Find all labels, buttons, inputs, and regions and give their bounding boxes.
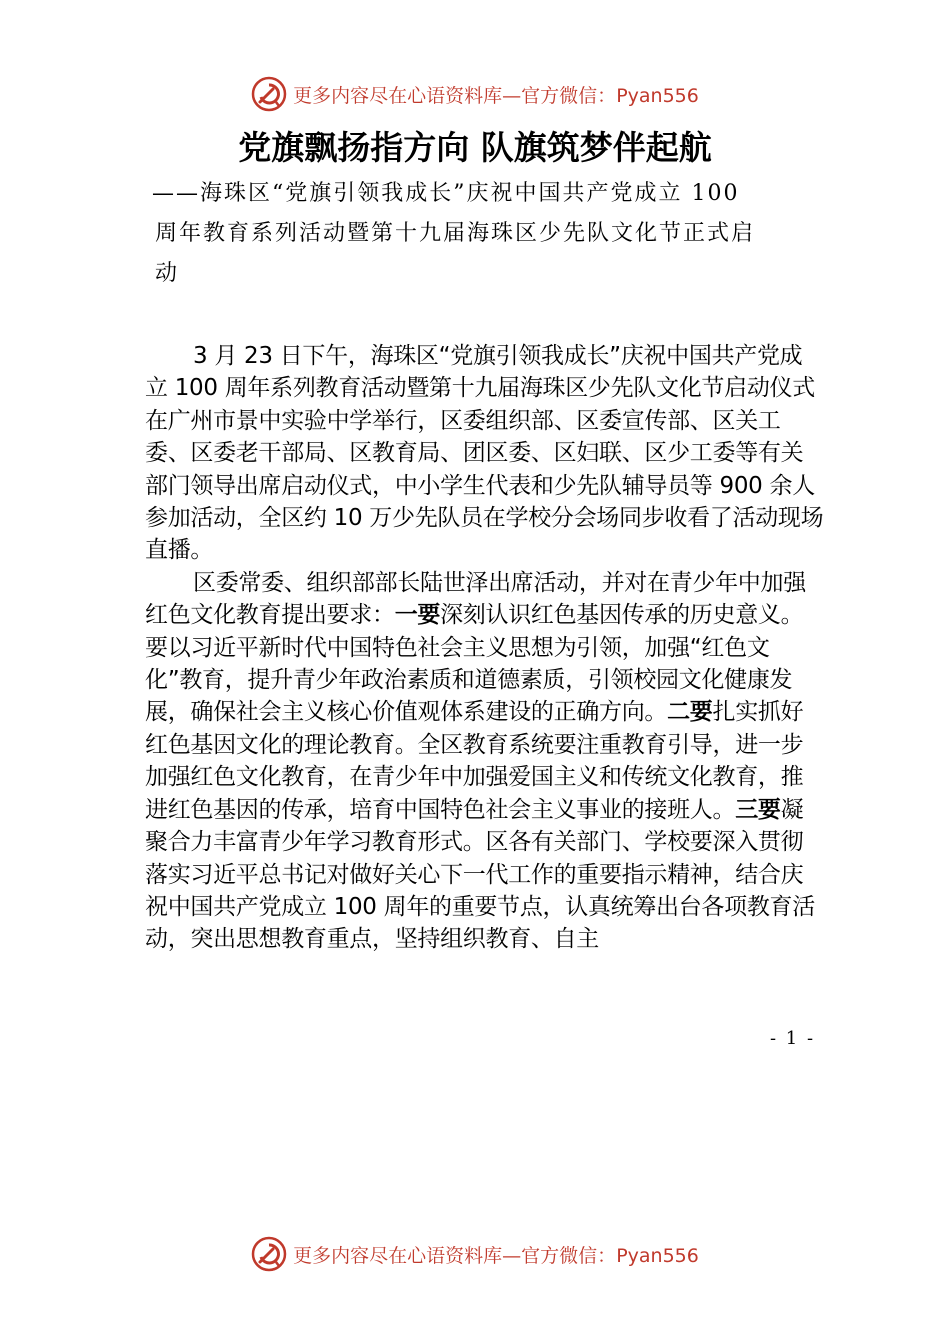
key-point-1-text: 深刻认识红色基因传承的历史意义。要以习近平新时代中国特色社会主义思想为引领，加强“红色文化”教育，提升青少年政治素质和道德素质，引领校园文化健康发展，确保社会主义核心价值观体系建设的正确方向。 [145,602,804,726]
header-banner [0,72,950,116]
key-point-2: 二要 [667,699,713,726]
subtitle-line-3: 动 [155,261,180,286]
page-number: - 1 - [770,1028,816,1049]
banner-wechat-label: 官方微信： [521,84,617,107]
party-emblem-icon [251,76,287,112]
key-point-3-text: 凝聚合力丰富青少年学习教育形式。区各有关部门、学校要深入贯彻落实习近平总书记对做好关心下一代工作的重要指示精神，结合庆祝中国共产党成立 100 周年的重要节点，认真统筹出台各项教育活动，突出思想教育重点，坚持组织教育、自主 [145,796,815,953]
banner-wechat-label: 官方微信： [521,1244,617,1267]
subtitle-line-2: 周年教育系列活动暨第十九届海珠区少先队文化节正式启 [155,221,756,246]
subtitle-line-1: ——海珠区“党旗引领我成长”庆祝中国共产党成立 100 [152,181,740,206]
paragraph-1: 3 月 23 日下午，海珠区“党旗引领我成长”庆祝中国共产党成立 100 周年系列教育活动暨第十九届海珠区少先队文化节启动仪式在广州市景中实验中学举行，区委组织部、区委宣传部、区关工委、区委老干部局、区教育局、团区委、区妇联、区少工委等有关部门领导出席启动仪式，中小学生代表和少先队辅导员等 900 余人参加活动，全区约 10 万少先队员在学校分会场同步收看了活动现场直播。 [145,343,824,564]
document-subtitle [152,174,795,294]
key-point-2-text: 扎实抓好红色基因文化的理论教育。全区教育系统要注重教育引导，进一步加强红色文化教育，在青少年中加强爱国主义和传统文化教育，推进红色基因的传承，培育中国特色社会主义事业的接班人。 [145,699,804,823]
banner-site-text: 更多内容尽在心语资料库 [293,1244,503,1267]
paragraph-2-intro: 区委常委、组织部部长陆世泽出席活动，并对在青少年中加强红色文化教育提出要求： [145,569,806,629]
paragraph-2 [145,567,825,956]
document-body [145,340,825,956]
key-point-1: 一要 [394,602,441,629]
banner-wechat-id: Pyan556 [616,84,699,107]
banner-site-text: 更多内容尽在心语资料库 [293,84,503,107]
banner-separator: — [502,1244,522,1267]
banner-wechat-id: Pyan556 [616,1244,699,1267]
party-emblem-icon [251,1236,287,1272]
banner-separator: — [502,84,522,107]
key-point-3: 三要 [735,796,781,823]
footer-banner [0,1232,950,1276]
document-title: 党旗飘扬指方向 队旗筑梦伴起航 [238,128,712,167]
